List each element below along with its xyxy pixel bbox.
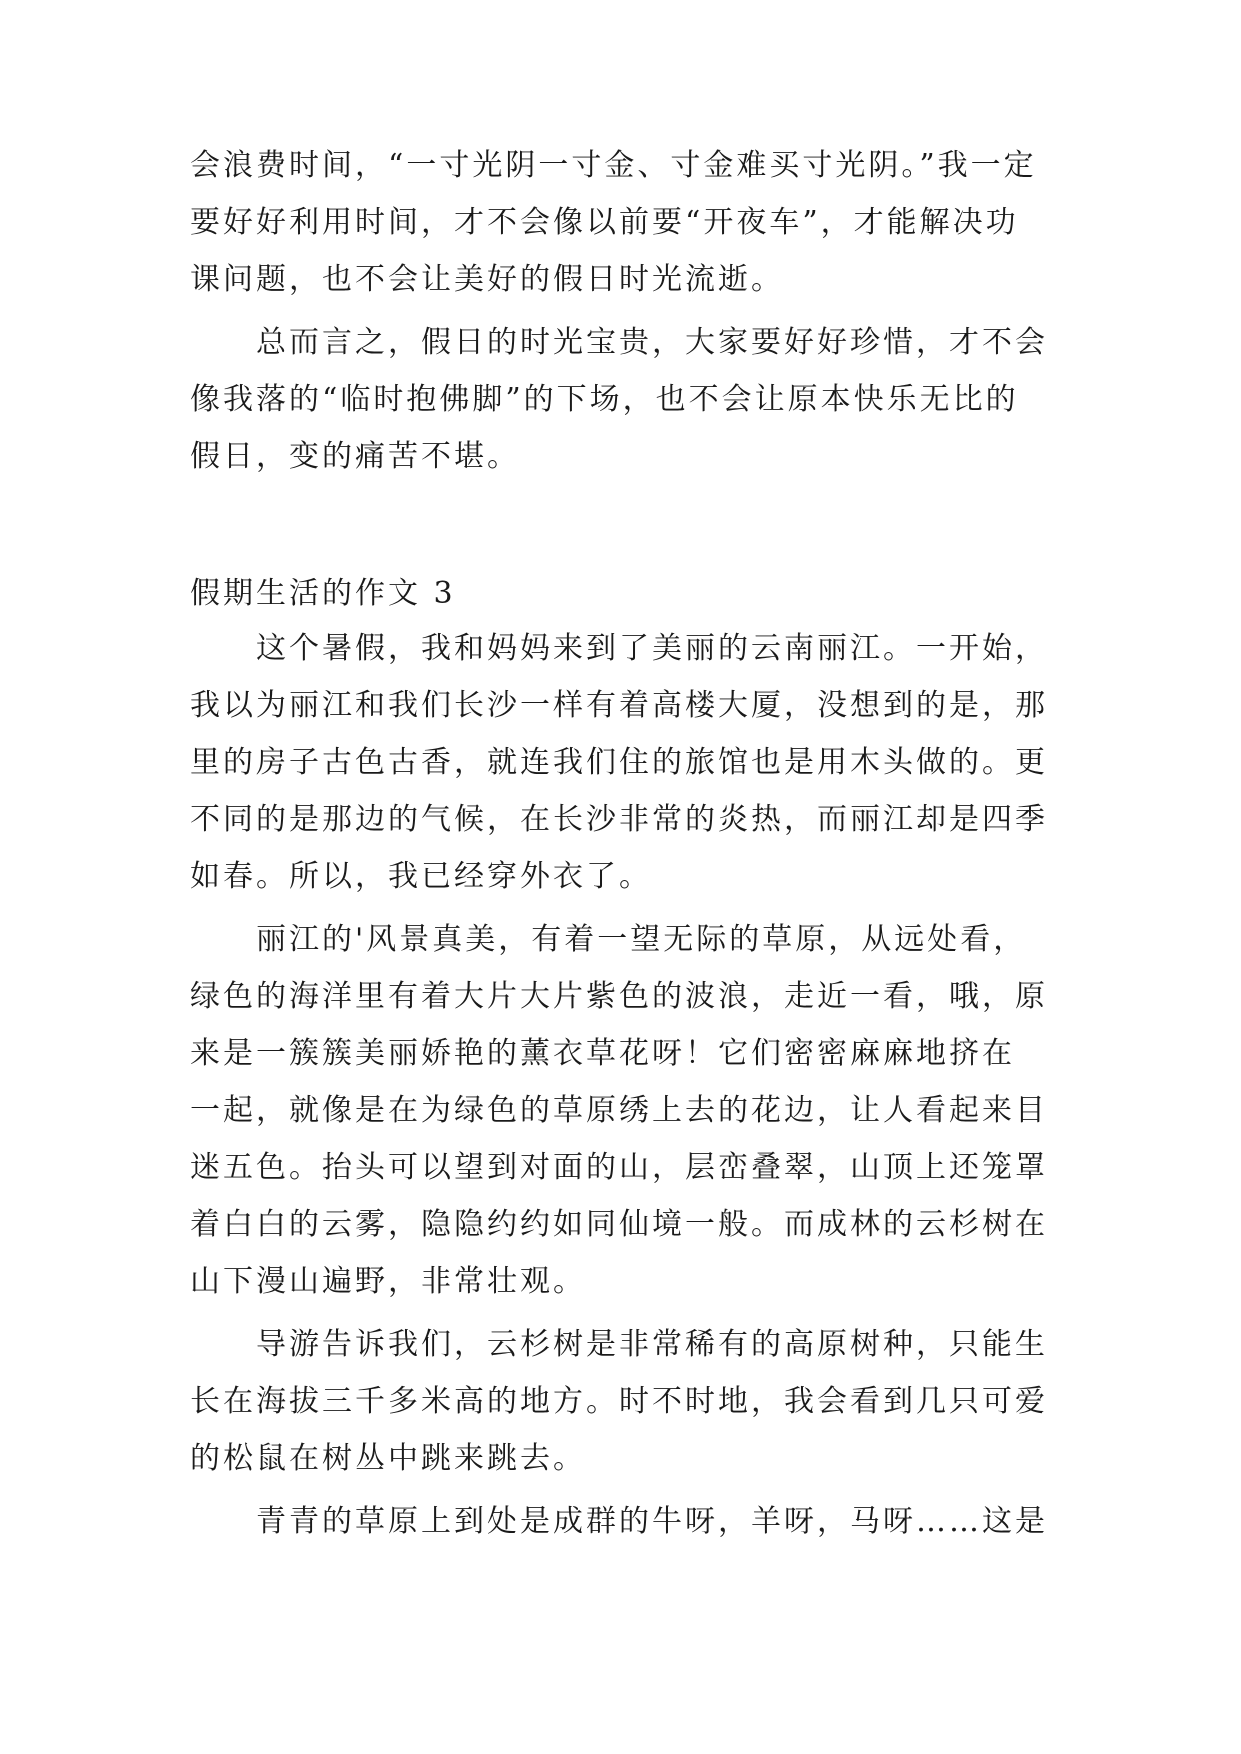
text-line: 不同的是那边的气候，在长沙非常的炎热，而丽江却是四季 [190, 802, 1048, 837]
text-line: 来是一簇簇美丽娇艳的薰衣草花呀！它们密密麻麻地挤在 [190, 1036, 1015, 1071]
text-line: 长在海拔三千多米高的地方。时不时地，我会看到几只可爱 [190, 1384, 1048, 1419]
text-line: 着白白的云雾，隐隐约约如同仙境一般。而成林的云杉树在 [190, 1207, 1048, 1242]
text-line: 绿色的海洋里有着大片大片紫色的波浪，走近一看，哦，原 [190, 979, 1048, 1014]
text-line: 迷五色。抬头可以望到对面的山，层峦叠翠，山顶上还笼罩 [190, 1150, 1048, 1185]
text-line: 山下漫山遍野，非常壮观。 [190, 1264, 586, 1299]
text-line: 如春。所以，我已经穿外衣了。 [190, 859, 652, 894]
text-line: 要好好利用时间，才不会像以前要“开夜车”，才能解决功 [190, 205, 1019, 240]
paragraph-first-line: 这个暑假，我和妈妈来到了美丽的云南丽江。一开始， [256, 631, 1048, 666]
paragraph-first-line: 导游告诉我们，云杉树是非常稀有的高原树种，只能生 [256, 1327, 1048, 1362]
text-line: 课问题，也不会让美好的假日时光流逝。 [190, 262, 784, 297]
paragraph-first-line: 总而言之，假日的时光宝贵，大家要好好珍惜，才不会 [256, 325, 1048, 360]
text-line: 假日，变的痛苦不堪。 [190, 439, 520, 474]
text-line: 的松鼠在树丛中跳来跳去。 [190, 1441, 586, 1476]
paragraph-first-line: 丽江的'风景真美，有着一望无际的草原，从远处看， [256, 922, 1027, 957]
section-heading: 假期生活的作文 3 [190, 576, 456, 611]
text-line: 一起，就像是在为绿色的草原绣上去的花边，让人看起来目 [190, 1093, 1048, 1128]
text-line: 会浪费时间，“一寸光阴一寸金、寸金难买寸光阴。”我一定 [190, 148, 1037, 183]
text-line: 我以为丽江和我们长沙一样有着高楼大厦，没想到的是，那 [190, 688, 1048, 723]
text-line: 像我落的“临时抱佛脚”的下场，也不会让原本快乐无比的 [190, 382, 1019, 417]
paragraph-first-line: 青青的草原上到处是成群的牛呀，羊呀，马呀……这是 [256, 1504, 1048, 1539]
text-line: 里的房子古色古香，就连我们住的旅馆也是用木头做的。更 [190, 745, 1048, 780]
